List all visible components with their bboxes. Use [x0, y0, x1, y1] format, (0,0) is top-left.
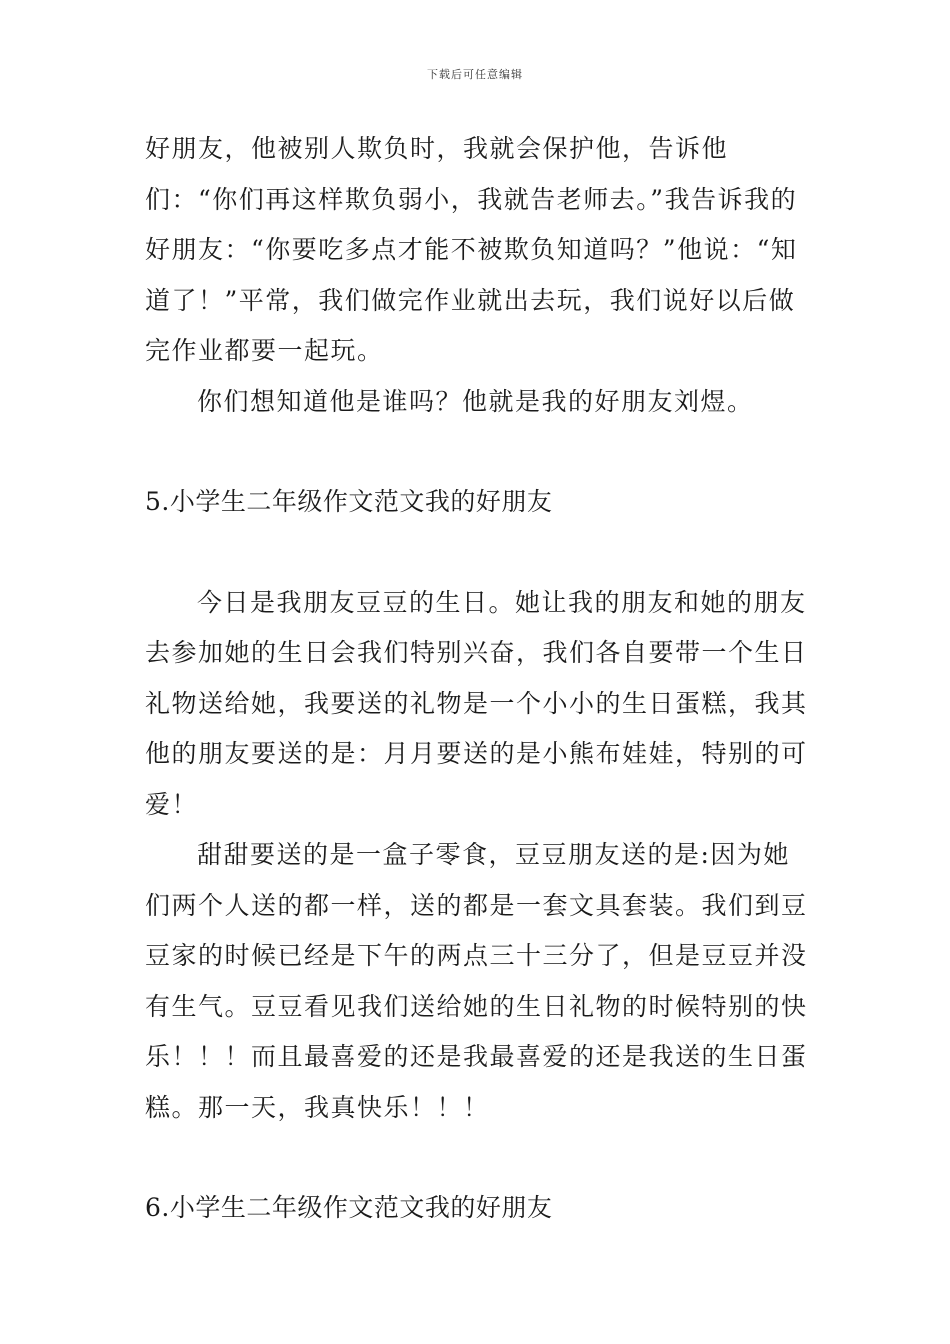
page-header-note: 下载后可任意编辑 [427, 68, 523, 81]
paragraph: 甜甜要送的是一盒子零食，豆豆朋友送的是:因为她们两个人送的都一样，送的都是一套文具套装。我们到豆豆家的时候已经是下午的两点三十三分了，但是豆豆并没有生气。豆豆看见我们送给她的生日礼物的时候特别的快乐！！！而且最喜爱的还是我最喜爱的还是我送的生日蛋糕。那一天，我真快乐！！！ [145, 840, 808, 1122]
section-heading-6: 6.小学生二年级作文范文我的好朋友 [145, 1193, 553, 1222]
section-heading-5: 5.小学生二年级作文范文我的好朋友 [145, 487, 553, 516]
paragraph: 今日是我朋友豆豆的生日。她让我的朋友和她的朋友去参加她的生日会我们特别兴奋，我们各自要带一个生日礼物送给她，我要送的礼物是一个小小的生日蛋糕，我其他的朋友要送的是：月月要送的是小熊布娃娃，特别的可爱！ [145, 587, 808, 819]
paragraph: 好朋友，他被别人欺负时，我就会保护他，告诉他们：“你们再这样欺负弱小，我就告老师去。”我告诉我的好朋友：“你要吃多点才能不被欺负知道吗？”他说：“知道了！”平常，我们做完作业就出去玩，我们说好以后做完作业都要一起玩。 [145, 134, 798, 365]
document-body [145, 124, 810, 1234]
paragraph: 你们想知道他是谁吗？他就是我的好朋友刘煜。 [197, 386, 754, 416]
